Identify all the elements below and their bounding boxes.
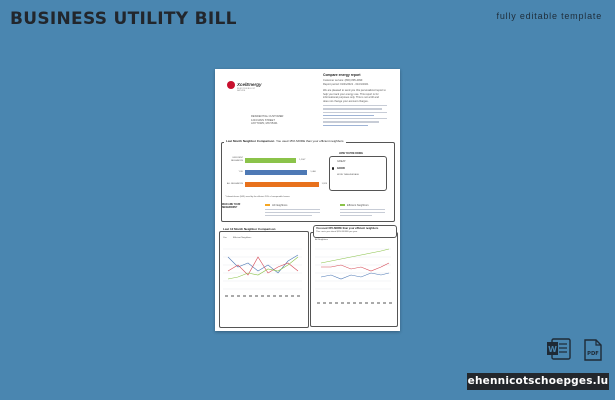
pdf-icon[interactable]: [583, 339, 603, 361]
customer-address-1: 1234 MAIN STREET: [251, 118, 275, 122]
bar-you: [245, 170, 307, 175]
svg-text:PDF: PDF: [587, 351, 599, 357]
bar-value-efficient: 1,200*: [299, 159, 306, 161]
customer-name: RESIDENTIAL CUSTOMER: [251, 115, 284, 118]
svg-text:W: W: [548, 345, 557, 354]
bar-label-you: YOU: [238, 171, 243, 173]
logo-mark-icon: [227, 81, 235, 89]
rating-good: GOOD: [337, 167, 345, 170]
intro-line-2: help you track your energy use. This report is for: [323, 92, 379, 96]
twelve-month-title: Last 12 Month Neighbor Comparison: [223, 227, 276, 231]
twelve-month-subtitle: You used 15% MORE than your efficient neighbors: [316, 226, 379, 230]
how-doing-label: HOW YOU'RE DOING: [339, 152, 364, 155]
account-line-2: Report period: 01/01/2021 - 01/31/2021: [323, 82, 369, 86]
report-title: Compare energy report: [323, 73, 361, 77]
legend-all-small: All Neighbors: [315, 239, 329, 241]
legend-all-swatch: [265, 204, 270, 206]
page-title: BUSINESS UTILITY BILL: [10, 9, 237, 29]
left-chart-grid: [223, 249, 302, 289]
intro-line-1: We are pleased to send you this personalized report to: [323, 89, 386, 92]
legend-eff-label: Efficient Neighbors: [347, 203, 369, 207]
bar-efficient: [245, 158, 296, 163]
word-icon[interactable]: [547, 338, 571, 360]
efficient-paragraph-lines: [340, 209, 385, 216]
watermark-domain: ehennicotschoepges.lu: [467, 373, 609, 390]
rating-great: GREAT: [337, 160, 346, 163]
intro-line-3: informational purposes only. This is not a bill and: [323, 96, 379, 99]
right-series-all: [321, 263, 389, 271]
who-label: WHO ARE YOUR NEIGHBORS?: [222, 204, 241, 210]
right-series-eff: [321, 249, 389, 263]
legend-eff-small: Efficient Neighbors: [233, 237, 252, 239]
left-series-you: [228, 255, 298, 273]
right-chart-axis-labels: [317, 302, 392, 304]
intro-line-4: does not change your account charges.: [323, 99, 369, 103]
bar-all: [245, 182, 319, 187]
legend-all-label: All Neighbors: [272, 203, 288, 207]
right-chart-grid: [315, 249, 391, 289]
who-paragraph-lines: [265, 209, 320, 216]
bill-document: [215, 69, 400, 331]
left-line-chart: [220, 243, 306, 303]
bar-value-all: 1,925: [321, 183, 328, 185]
intro-paragraph-lines: [323, 105, 387, 133]
rating-more: MORE THAN AVERAGE: [337, 174, 359, 176]
page-subtitle: fully editable template: [496, 11, 602, 21]
twelve-month-note: This costs you about $150 MORE per year: [316, 230, 358, 233]
right-series-you: [321, 273, 389, 279]
bar-label-efficient: EFFICIENT NEIGHBORS: [230, 157, 243, 163]
bar-footnote: * kilowatt-hours (kWh) used by the efficient 20% of comparable homes: [225, 196, 290, 198]
company-logo: XcelEnergy RESPONSIBLE BY NATURE: [227, 81, 257, 93]
last-month-heading: Last Month Neighbor Comparison You used 15% MORE than your efficient neighbors: [226, 139, 344, 143]
bar-value-you: 1,460: [310, 171, 316, 173]
rating-marker-icon: [332, 167, 335, 170]
customer-address-2: ANYTOWN, MN 55401: [251, 122, 278, 125]
right-line-chart: [311, 245, 395, 301]
account-line-1: Customer service: (800) 895-4999: [323, 79, 363, 82]
bar-label-all: ALL NEIGHBORS: [226, 183, 243, 185]
left-chart-axis-labels: [225, 295, 303, 297]
legend-you-small: You: [223, 237, 227, 239]
legend-eff-swatch: [340, 204, 345, 206]
